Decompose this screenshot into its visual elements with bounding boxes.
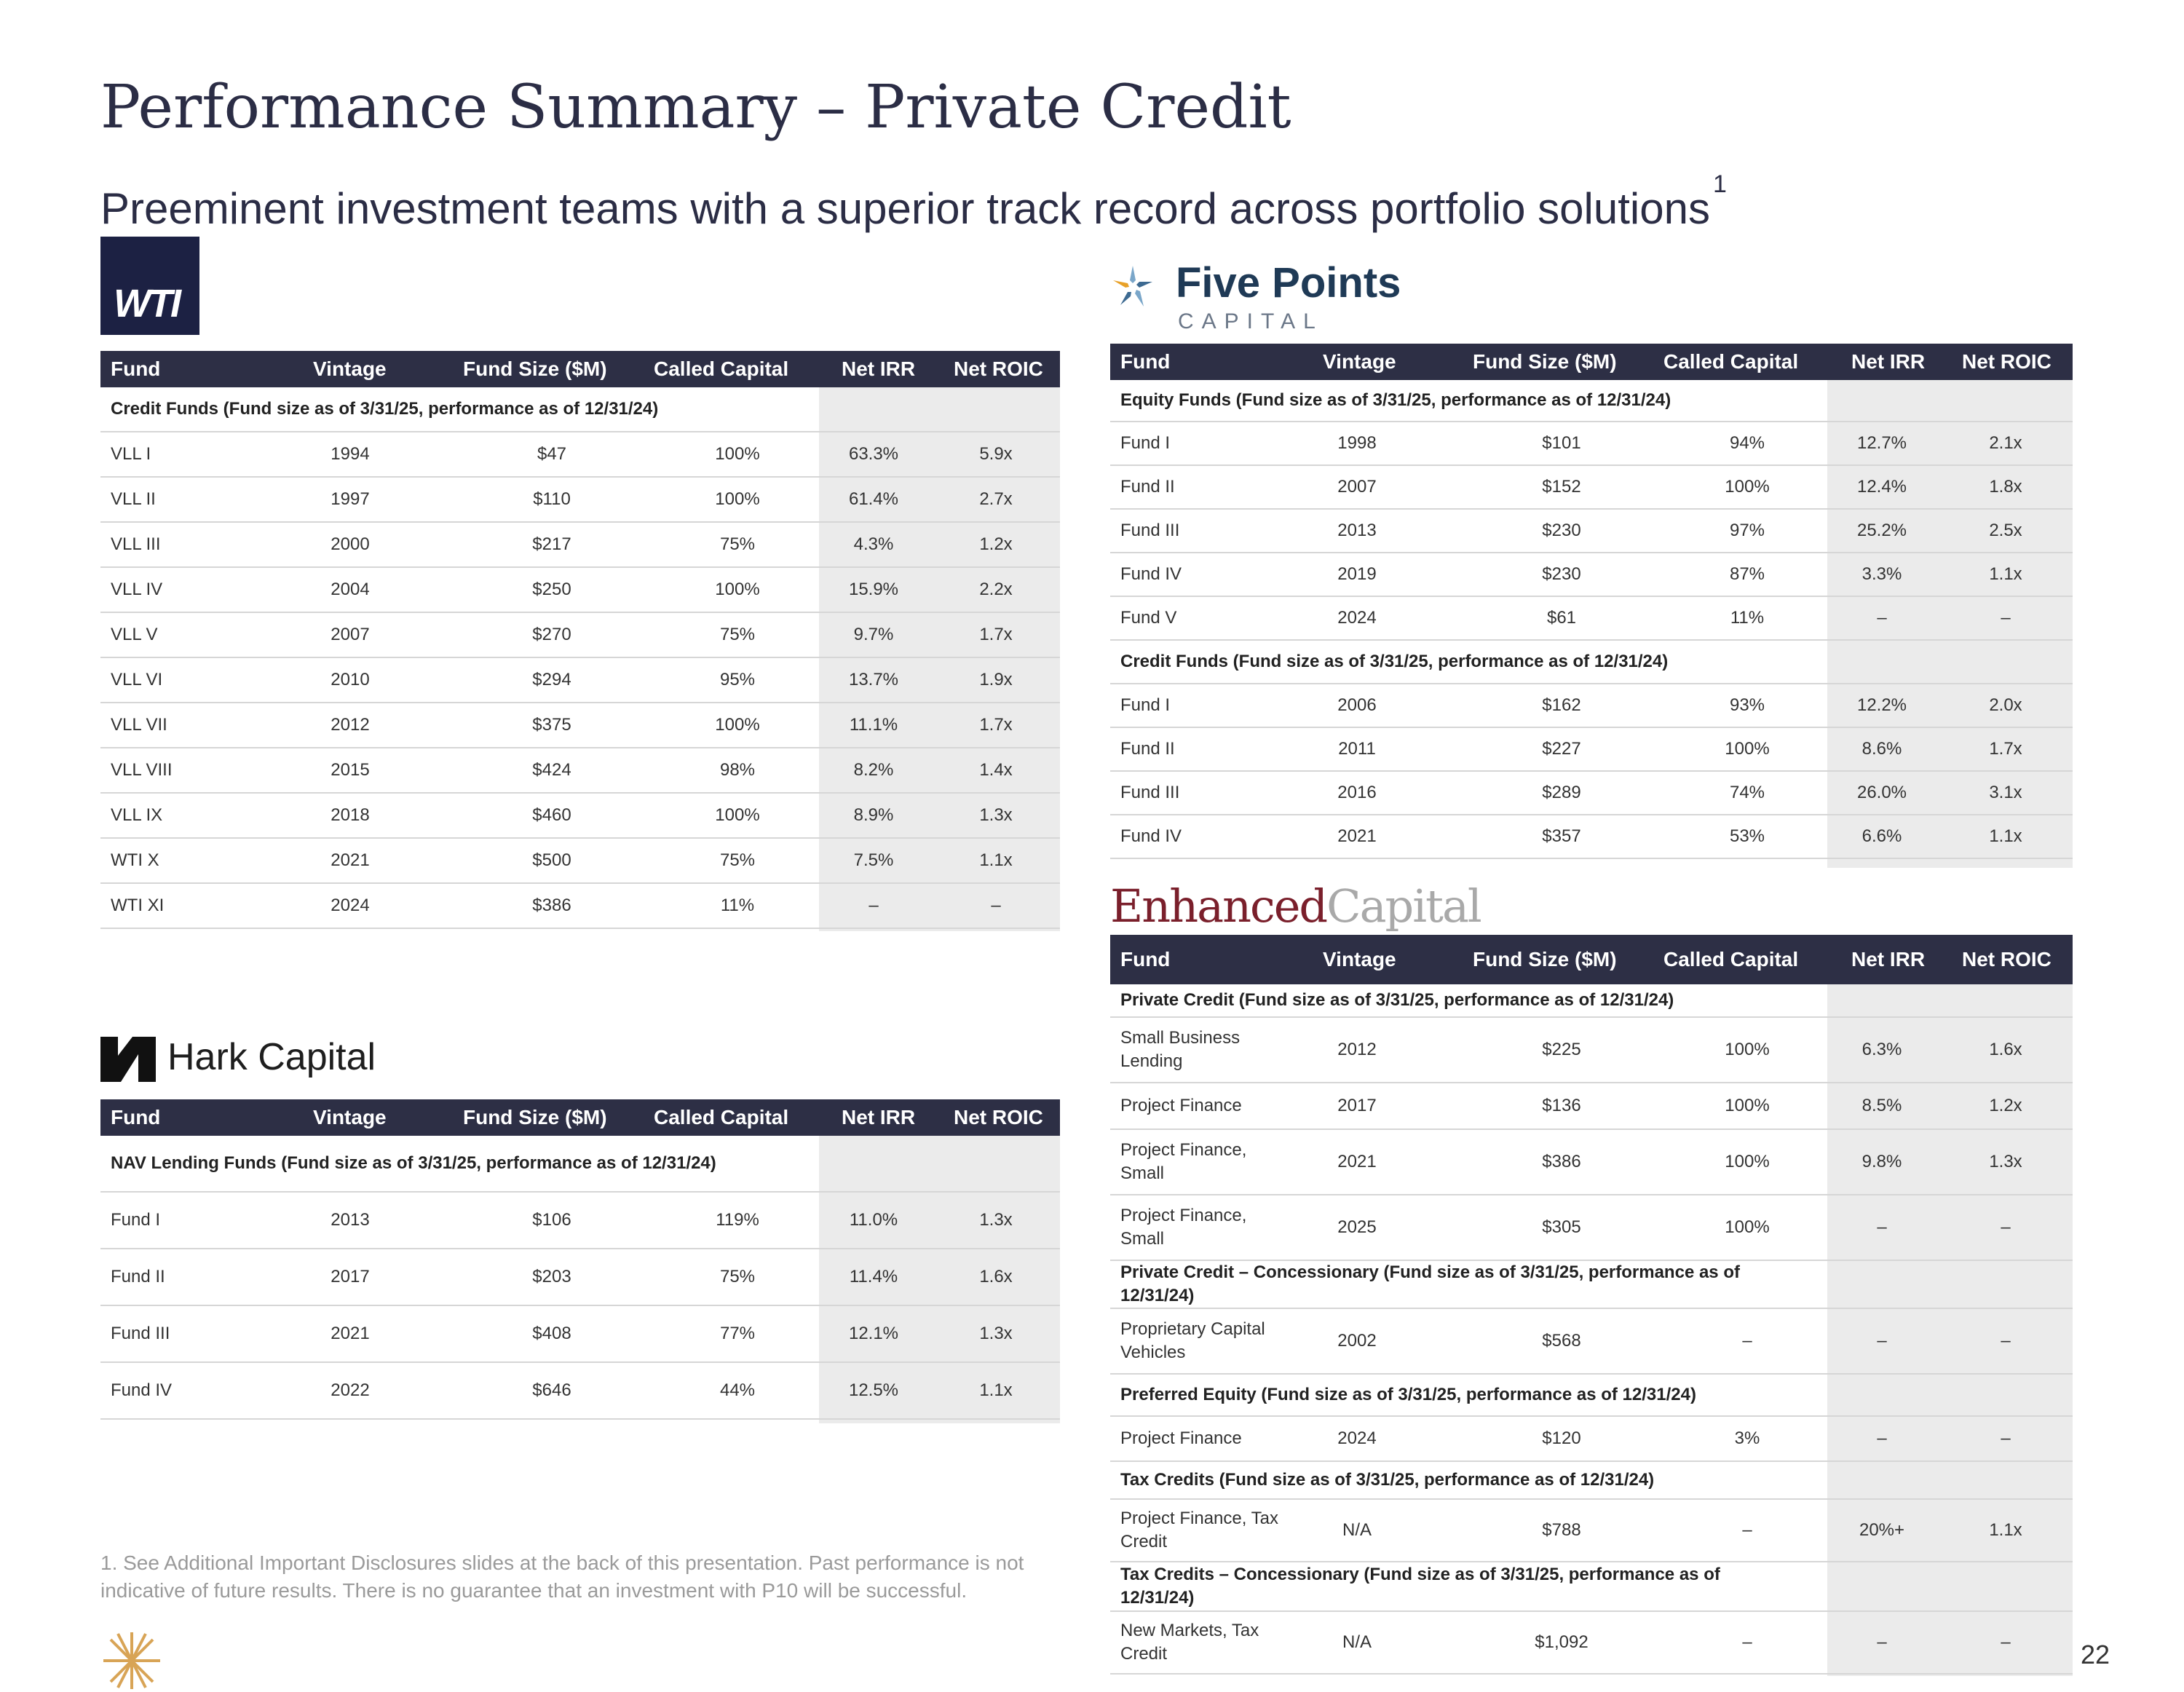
table-cell: 25.2%: [1856, 521, 1907, 540]
table-cell: New Markets, Tax Credit: [1120, 1621, 1259, 1664]
table-cell: Private Credit (Fund size as of 3/31/25, performance as of 12/31/24): [1120, 990, 1674, 1010]
table-cell: –: [2001, 608, 2011, 628]
table-cell: 77%: [719, 1324, 756, 1343]
table-cell: 94%: [1729, 433, 1765, 453]
table-cell: 8.9%: [853, 805, 894, 825]
table-cell: 2024: [1337, 1428, 1377, 1448]
table-cell: Fund V: [1120, 608, 1177, 628]
table-cell: 2004: [331, 580, 370, 599]
table-row: [100, 839, 1060, 884]
section-heading: [100, 387, 1060, 432]
table-cell: WTI XI: [111, 896, 165, 915]
table-cell: Fund: [1120, 948, 1171, 970]
five-points-performance-table: [1110, 344, 2073, 868]
table-cell: Net IRR: [1851, 948, 1926, 970]
table-row: [100, 658, 1060, 703]
table-cell: 6.3%: [1861, 1040, 1902, 1059]
table-cell: Project Finance: [1120, 1096, 1242, 1115]
table-cell: Fund: [111, 357, 161, 380]
table-cell: 2017: [331, 1267, 370, 1286]
table-cell: 1994: [331, 444, 370, 464]
table-cell: 97%: [1729, 521, 1765, 540]
section-heading: [1110, 1375, 2073, 1417]
table-cell: 100%: [715, 805, 760, 825]
table-cell: 20%+: [1859, 1520, 1905, 1540]
table-cell: VLL IV: [111, 580, 163, 599]
table-cell: VLL III: [111, 534, 161, 554]
table-cell: N/A: [1342, 1632, 1372, 1652]
table-cell: $217: [532, 534, 571, 554]
table-cell: Vintage: [313, 357, 387, 380]
table-cell: Project Finance, Small: [1120, 1140, 1247, 1183]
table-cell: 95%: [719, 670, 756, 689]
table-cell: $270: [532, 625, 571, 644]
table-row: [100, 748, 1060, 794]
table-cell: Fund II: [1120, 477, 1175, 497]
table-cell: 100%: [715, 444, 760, 464]
table-cell: 1.1x: [1989, 826, 2022, 846]
table-cell: Fund II: [1120, 739, 1175, 759]
table-cell: WTI X: [111, 850, 159, 870]
table-row: [100, 1249, 1060, 1306]
table-cell: Hark Capital: [167, 1036, 376, 1078]
table-cell: 2002: [1337, 1331, 1377, 1351]
table-cell: 2025: [1337, 1217, 1377, 1237]
table-cell: 44%: [719, 1380, 756, 1400]
table-cell: 1.1x: [1989, 1520, 2022, 1540]
table-row: [1110, 553, 2073, 597]
table-header: [1110, 344, 2073, 380]
table-cell: $1,092: [1535, 1632, 1588, 1652]
table-cell: Net ROIC: [954, 1106, 1043, 1128]
table-cell: 100%: [1725, 1040, 1770, 1059]
hark-mark-icon: [100, 1037, 156, 1082]
table-cell: 1998: [1337, 433, 1377, 453]
table-cell: Tax Credits (Fund size as of 3/31/25, performance as of 12/31/24): [1120, 1470, 1655, 1490]
table-cell: 61.4%: [848, 489, 899, 509]
table-cell: 2.0x: [1989, 695, 2022, 715]
table-cell: 13.7%: [848, 670, 899, 689]
table-cell: Fund Size ($M): [463, 1106, 607, 1128]
table-cell: 98%: [719, 760, 756, 780]
table-cell: 9.7%: [853, 625, 894, 644]
table-cell: 11.4%: [849, 1267, 898, 1286]
table-header: [100, 351, 1060, 387]
table-row: [100, 794, 1060, 839]
table-cell: Fund I: [111, 1210, 161, 1230]
table-cell: Called Capital: [654, 1106, 789, 1128]
table-cell: VLL VII: [111, 715, 167, 735]
table-cell: $225: [1542, 1040, 1581, 1059]
table-row: [1110, 772, 2073, 815]
table-cell: 11.1%: [849, 715, 898, 735]
table-cell: 2010: [331, 670, 370, 689]
table-cell: VLL VIII: [111, 760, 173, 780]
table-row: [100, 478, 1060, 523]
table-cell: Credit Funds (Fund size as of 3/31/25, performance as of 12/31/24): [111, 399, 659, 419]
table-cell: 1.3x: [979, 1210, 1013, 1230]
table-cell: Project Finance, Tax Credit: [1120, 1509, 1278, 1551]
table-cell: $110: [533, 489, 571, 509]
table-cell: 100%: [715, 715, 760, 735]
table-cell: 11%: [720, 896, 755, 915]
table-cell: 2018: [331, 805, 370, 825]
section-heading: [1110, 1261, 2073, 1309]
table-cell: Fund IV: [111, 1380, 173, 1400]
table-cell: Fund III: [111, 1324, 170, 1343]
table-cell: 2013: [331, 1210, 370, 1230]
table-cell: 100%: [715, 580, 760, 599]
table-cell: Net IRR: [842, 357, 916, 380]
table-cell: 2015: [331, 760, 370, 780]
table-row: [1110, 1083, 2073, 1130]
table-cell: 74%: [1729, 783, 1765, 802]
table-cell: –: [2001, 1632, 2011, 1652]
table-cell: 8.5%: [1861, 1096, 1902, 1115]
table-cell: $162: [1542, 695, 1581, 715]
page-title: Performance Summary – Private Credit: [100, 73, 1291, 142]
table-row: [1110, 1309, 2073, 1375]
table-cell: 2013: [1337, 521, 1377, 540]
table-row: [1110, 1417, 2073, 1462]
table-cell: 75%: [719, 625, 756, 644]
table-cell: Private Credit – Concessionary (Fund size as of 3/31/25, performance as of 12/31/24): [1120, 1262, 1740, 1305]
table-cell: Fund Size ($M): [1473, 350, 1617, 373]
table-cell: Fund III: [1120, 521, 1180, 540]
page-subtitle: [100, 170, 1727, 234]
table-cell: Project Finance: [1120, 1428, 1242, 1448]
table-cell: 1.1x: [979, 1380, 1013, 1400]
table-cell: 4.3%: [853, 534, 894, 554]
table-cell: Fund IV: [1120, 564, 1182, 584]
section-heading: [1110, 984, 2073, 1018]
table-cell: 26.0%: [1856, 783, 1907, 802]
table-cell: 75%: [719, 850, 756, 870]
table-cell: 2024: [331, 896, 370, 915]
table-cell: –: [1877, 1217, 1887, 1237]
table-cell: 2012: [331, 715, 370, 735]
table-cell: NAV Lending Funds (Fund size as of 3/31/25, performance as of 12/31/24): [111, 1153, 716, 1173]
table-cell: –: [1742, 1520, 1752, 1540]
table-cell: $230: [1542, 521, 1581, 540]
five-points-logo: [1110, 258, 1445, 339]
table-cell: $152: [1542, 477, 1581, 497]
section-heading: [1110, 641, 2073, 684]
table-cell: Five Points: [1176, 259, 1401, 307]
table-cell: 12.7%: [1856, 433, 1907, 453]
table-cell: –: [1742, 1632, 1752, 1652]
table-cell: WTI: [114, 282, 179, 325]
table-cell: $460: [532, 805, 571, 825]
table-cell: CAPITAL: [1178, 309, 1324, 333]
table-cell: $227: [1542, 739, 1581, 759]
table-cell: $294: [532, 670, 571, 689]
table-cell: –: [991, 896, 1001, 915]
table-cell: 75%: [719, 1267, 756, 1286]
table-cell: 1.6x: [1989, 1040, 2022, 1059]
table-cell: 7.5%: [853, 850, 894, 870]
table-cell: Equity Funds (Fund size as of 3/31/25, performance as of 12/31/24): [1120, 390, 1671, 410]
table-cell: $120: [1542, 1428, 1581, 1448]
table-cell: 100%: [1725, 1217, 1770, 1237]
table-row: [100, 432, 1060, 478]
table-cell: $101: [1542, 433, 1581, 453]
table-cell: Small Business Lending: [1120, 1028, 1241, 1071]
p10-logo-icon: [100, 1629, 163, 1692]
table-cell: 87%: [1729, 564, 1765, 584]
table-cell: 53%: [1729, 826, 1765, 846]
table-cell: VLL II: [111, 489, 156, 509]
table-cell: 1.9x: [979, 670, 1013, 689]
table-row: [1110, 510, 2073, 553]
table-cell: 1.3x: [979, 805, 1013, 825]
table-cell: $408: [532, 1324, 571, 1343]
section-heading: [1110, 380, 2073, 422]
table-cell: Fund I: [1120, 695, 1171, 715]
table-cell: 1.3x: [979, 1324, 1013, 1343]
table-cell: 2017: [1337, 1096, 1377, 1115]
table-cell: Fund Size ($M): [1473, 948, 1617, 970]
table-row: [100, 613, 1060, 658]
table-cell: 75%: [719, 534, 756, 554]
footnote-marker: 1: [1712, 170, 1727, 198]
table-row: [1110, 1612, 2073, 1675]
table-row: [1110, 597, 2073, 641]
footnote: 1. See Additional Important Disclosures slides at the back of this presentation. Past performance is not indicative of future results. There is no guarantee that an investment with P10 will be successful.: [100, 1551, 1024, 1602]
table-cell: $500: [532, 850, 571, 870]
table-cell: Tax Credits – Concessionary (Fund size as of 3/31/25, performance as of 12/31/24): [1120, 1565, 1720, 1608]
table-cell: Enhanced: [1110, 879, 1327, 933]
table-cell: 12.4%: [1856, 477, 1907, 497]
table-cell: 12.1%: [848, 1324, 899, 1343]
hark-performance-table: [100, 1099, 1060, 1423]
table-header: [100, 1099, 1060, 1136]
table-cell: 1.7x: [1989, 739, 2022, 759]
table-cell: –: [869, 896, 879, 915]
table-row: [100, 523, 1060, 568]
wti-performance-table: [100, 351, 1060, 931]
table-cell: 100%: [1725, 477, 1770, 497]
table-cell: $203: [532, 1267, 571, 1286]
table-cell: $375: [532, 715, 571, 735]
table-cell: 9.8%: [1861, 1152, 1902, 1171]
table-cell: –: [1742, 1331, 1752, 1351]
table-cell: 6.6%: [1861, 826, 1902, 846]
table-cell: Credit Funds (Fund size as of 3/31/25, performance as of 12/31/24): [1120, 652, 1669, 671]
table-cell: 93%: [1729, 695, 1765, 715]
table-row: [1110, 422, 2073, 466]
table-cell: 2007: [1337, 477, 1377, 497]
table-row: [100, 1306, 1060, 1363]
table-cell: Vintage: [1323, 948, 1396, 970]
table-cell: $386: [532, 896, 571, 915]
table-cell: 2021: [331, 850, 370, 870]
table-cell: 2016: [1337, 783, 1377, 802]
enhanced-capital-performance-table: [1110, 935, 2073, 1676]
table-cell: 2.1x: [1989, 433, 2022, 453]
table-cell: Vintage: [1323, 350, 1396, 373]
table-cell: Project Finance, Small: [1120, 1206, 1247, 1249]
table-cell: 2006: [1337, 695, 1377, 715]
table-cell: $47: [537, 444, 567, 464]
table-cell: VLL IX: [111, 805, 163, 825]
table-cell: 1.4x: [979, 760, 1013, 780]
table-cell: 2.7x: [979, 489, 1013, 509]
table-cell: 2.5x: [1989, 521, 2022, 540]
table-cell: $230: [1542, 564, 1581, 584]
table-cell: $305: [1542, 1217, 1581, 1237]
table-cell: 1997: [331, 489, 370, 509]
table-row: [1110, 684, 2073, 728]
table-row: [100, 568, 1060, 613]
table-cell: 100%: [1725, 1152, 1770, 1171]
table-cell: 100%: [1725, 739, 1770, 759]
table-cell: 3.1x: [1989, 783, 2022, 802]
five-points-star-icon: [1110, 264, 1155, 309]
table-cell: 5.9x: [979, 444, 1013, 464]
table-cell: 119%: [716, 1210, 759, 1230]
table-cell: 63.3%: [848, 444, 899, 464]
table-cell: 2019: [1337, 564, 1377, 584]
section-heading: [100, 1136, 1060, 1193]
table-cell: 2022: [331, 1380, 370, 1400]
table-row: [100, 1193, 1060, 1249]
table-cell: –: [2001, 1428, 2011, 1448]
table-row: [1110, 1018, 2073, 1083]
table-cell: Fund II: [111, 1267, 165, 1286]
table-cell: 2021: [331, 1324, 370, 1343]
table-cell: Net IRR: [842, 1106, 916, 1128]
table-cell: 8.2%: [853, 760, 894, 780]
table-cell: Preferred Equity (Fund size as of 3/31/25, performance as of 12/31/24): [1120, 1385, 1696, 1404]
table-cell: 2000: [331, 534, 370, 554]
table-cell: Fund: [1120, 350, 1171, 373]
table-cell: Called Capital: [1663, 350, 1799, 373]
table-cell: 11%: [1730, 608, 1765, 628]
table-row: [1110, 1130, 2073, 1195]
table-cell: $61: [1546, 608, 1577, 628]
table-cell: 1.7x: [979, 625, 1013, 644]
section-heading: [1110, 1562, 2073, 1612]
table-row: [100, 703, 1060, 748]
table-cell: 3%: [1734, 1428, 1760, 1448]
table-cell: $289: [1542, 783, 1581, 802]
table-cell: 3.3%: [1861, 564, 1902, 584]
table-cell: 100%: [1725, 1096, 1770, 1115]
table-cell: Called Capital: [654, 357, 789, 380]
section-heading: [1110, 1462, 2073, 1500]
table-row: [1110, 815, 2073, 859]
table-cell: –: [1877, 1632, 1887, 1652]
table-row: [1110, 728, 2073, 772]
table-cell: –: [1877, 608, 1887, 628]
table-cell: –: [2001, 1217, 2011, 1237]
table-cell: $106: [532, 1210, 571, 1230]
table-cell: 8.6%: [1861, 739, 1902, 759]
table-cell: 1.6x: [979, 1267, 1013, 1286]
table-cell: 1.3x: [1989, 1152, 2022, 1171]
table-cell: $788: [1542, 1520, 1581, 1540]
table-cell: 12.2%: [1856, 695, 1907, 715]
table-row: [1110, 1195, 2073, 1261]
table-cell: 1.1x: [979, 850, 1013, 870]
table-row: [1110, 1500, 2073, 1562]
table-cell: $646: [532, 1380, 571, 1400]
table-cell: N/A: [1342, 1520, 1372, 1540]
table-cell: Capital: [1326, 879, 1481, 933]
table-cell: 2024: [1337, 608, 1377, 628]
table-row: [100, 884, 1060, 929]
table-cell: 12.5%: [848, 1380, 899, 1400]
table-cell: Net IRR: [1851, 350, 1926, 373]
table-cell: 2012: [1337, 1040, 1377, 1059]
table-row: [1110, 466, 2073, 510]
table-cell: Vintage: [313, 1106, 387, 1128]
table-cell: VLL V: [111, 625, 158, 644]
table-cell: 1.7x: [979, 715, 1013, 735]
table-cell: Fund: [111, 1106, 161, 1128]
table-cell: Net ROIC: [1962, 948, 2052, 970]
table-cell: 1.8x: [1989, 477, 2022, 497]
table-header: [1110, 935, 2073, 984]
table-cell: $136: [1542, 1096, 1581, 1115]
table-cell: Fund III: [1120, 783, 1180, 802]
table-cell: Preeminent investment teams with a superior track record across portfolio solutions: [100, 184, 1710, 233]
table-cell: Fund Size ($M): [463, 357, 607, 380]
table-cell: 2011: [1338, 739, 1376, 759]
table-cell: 1.1x: [1989, 564, 2022, 584]
table-cell: 1.2x: [1989, 1096, 2022, 1115]
table-cell: 1.2x: [979, 534, 1013, 554]
table-cell: $357: [1542, 826, 1581, 846]
table-cell: 15.9%: [848, 580, 899, 599]
enhanced-capital-logo: [1110, 879, 1481, 938]
table-cell: 2007: [331, 625, 370, 644]
table-cell: Fund IV: [1120, 826, 1182, 846]
table-cell: Fund I: [1120, 433, 1171, 453]
table-cell: 2021: [1337, 1152, 1377, 1171]
wti-logo: [100, 237, 199, 335]
table-cell: $386: [1542, 1152, 1581, 1171]
table-cell: $424: [532, 760, 571, 780]
table-cell: $250: [532, 580, 571, 599]
table-cell: –: [2001, 1331, 2011, 1351]
table-row: [100, 1363, 1060, 1420]
table-cell: 2021: [1337, 826, 1377, 846]
table-cell: 100%: [715, 489, 760, 509]
table-cell: 11.0%: [849, 1210, 898, 1230]
table-cell: –: [1877, 1331, 1887, 1351]
table-cell: VLL VI: [111, 670, 163, 689]
hark-capital-logo: [100, 1034, 406, 1085]
page-number: 22: [2081, 1640, 2110, 1669]
table-cell: $568: [1542, 1331, 1581, 1351]
table-cell: Called Capital: [1663, 948, 1799, 970]
table-cell: –: [1877, 1428, 1887, 1448]
table-cell: Proprietary Capital Vehicles: [1120, 1319, 1265, 1362]
table-cell: 2.2x: [979, 580, 1013, 599]
table-cell: Net ROIC: [1962, 350, 2052, 373]
table-cell: Net ROIC: [954, 357, 1043, 380]
table-cell: VLL I: [111, 444, 151, 464]
